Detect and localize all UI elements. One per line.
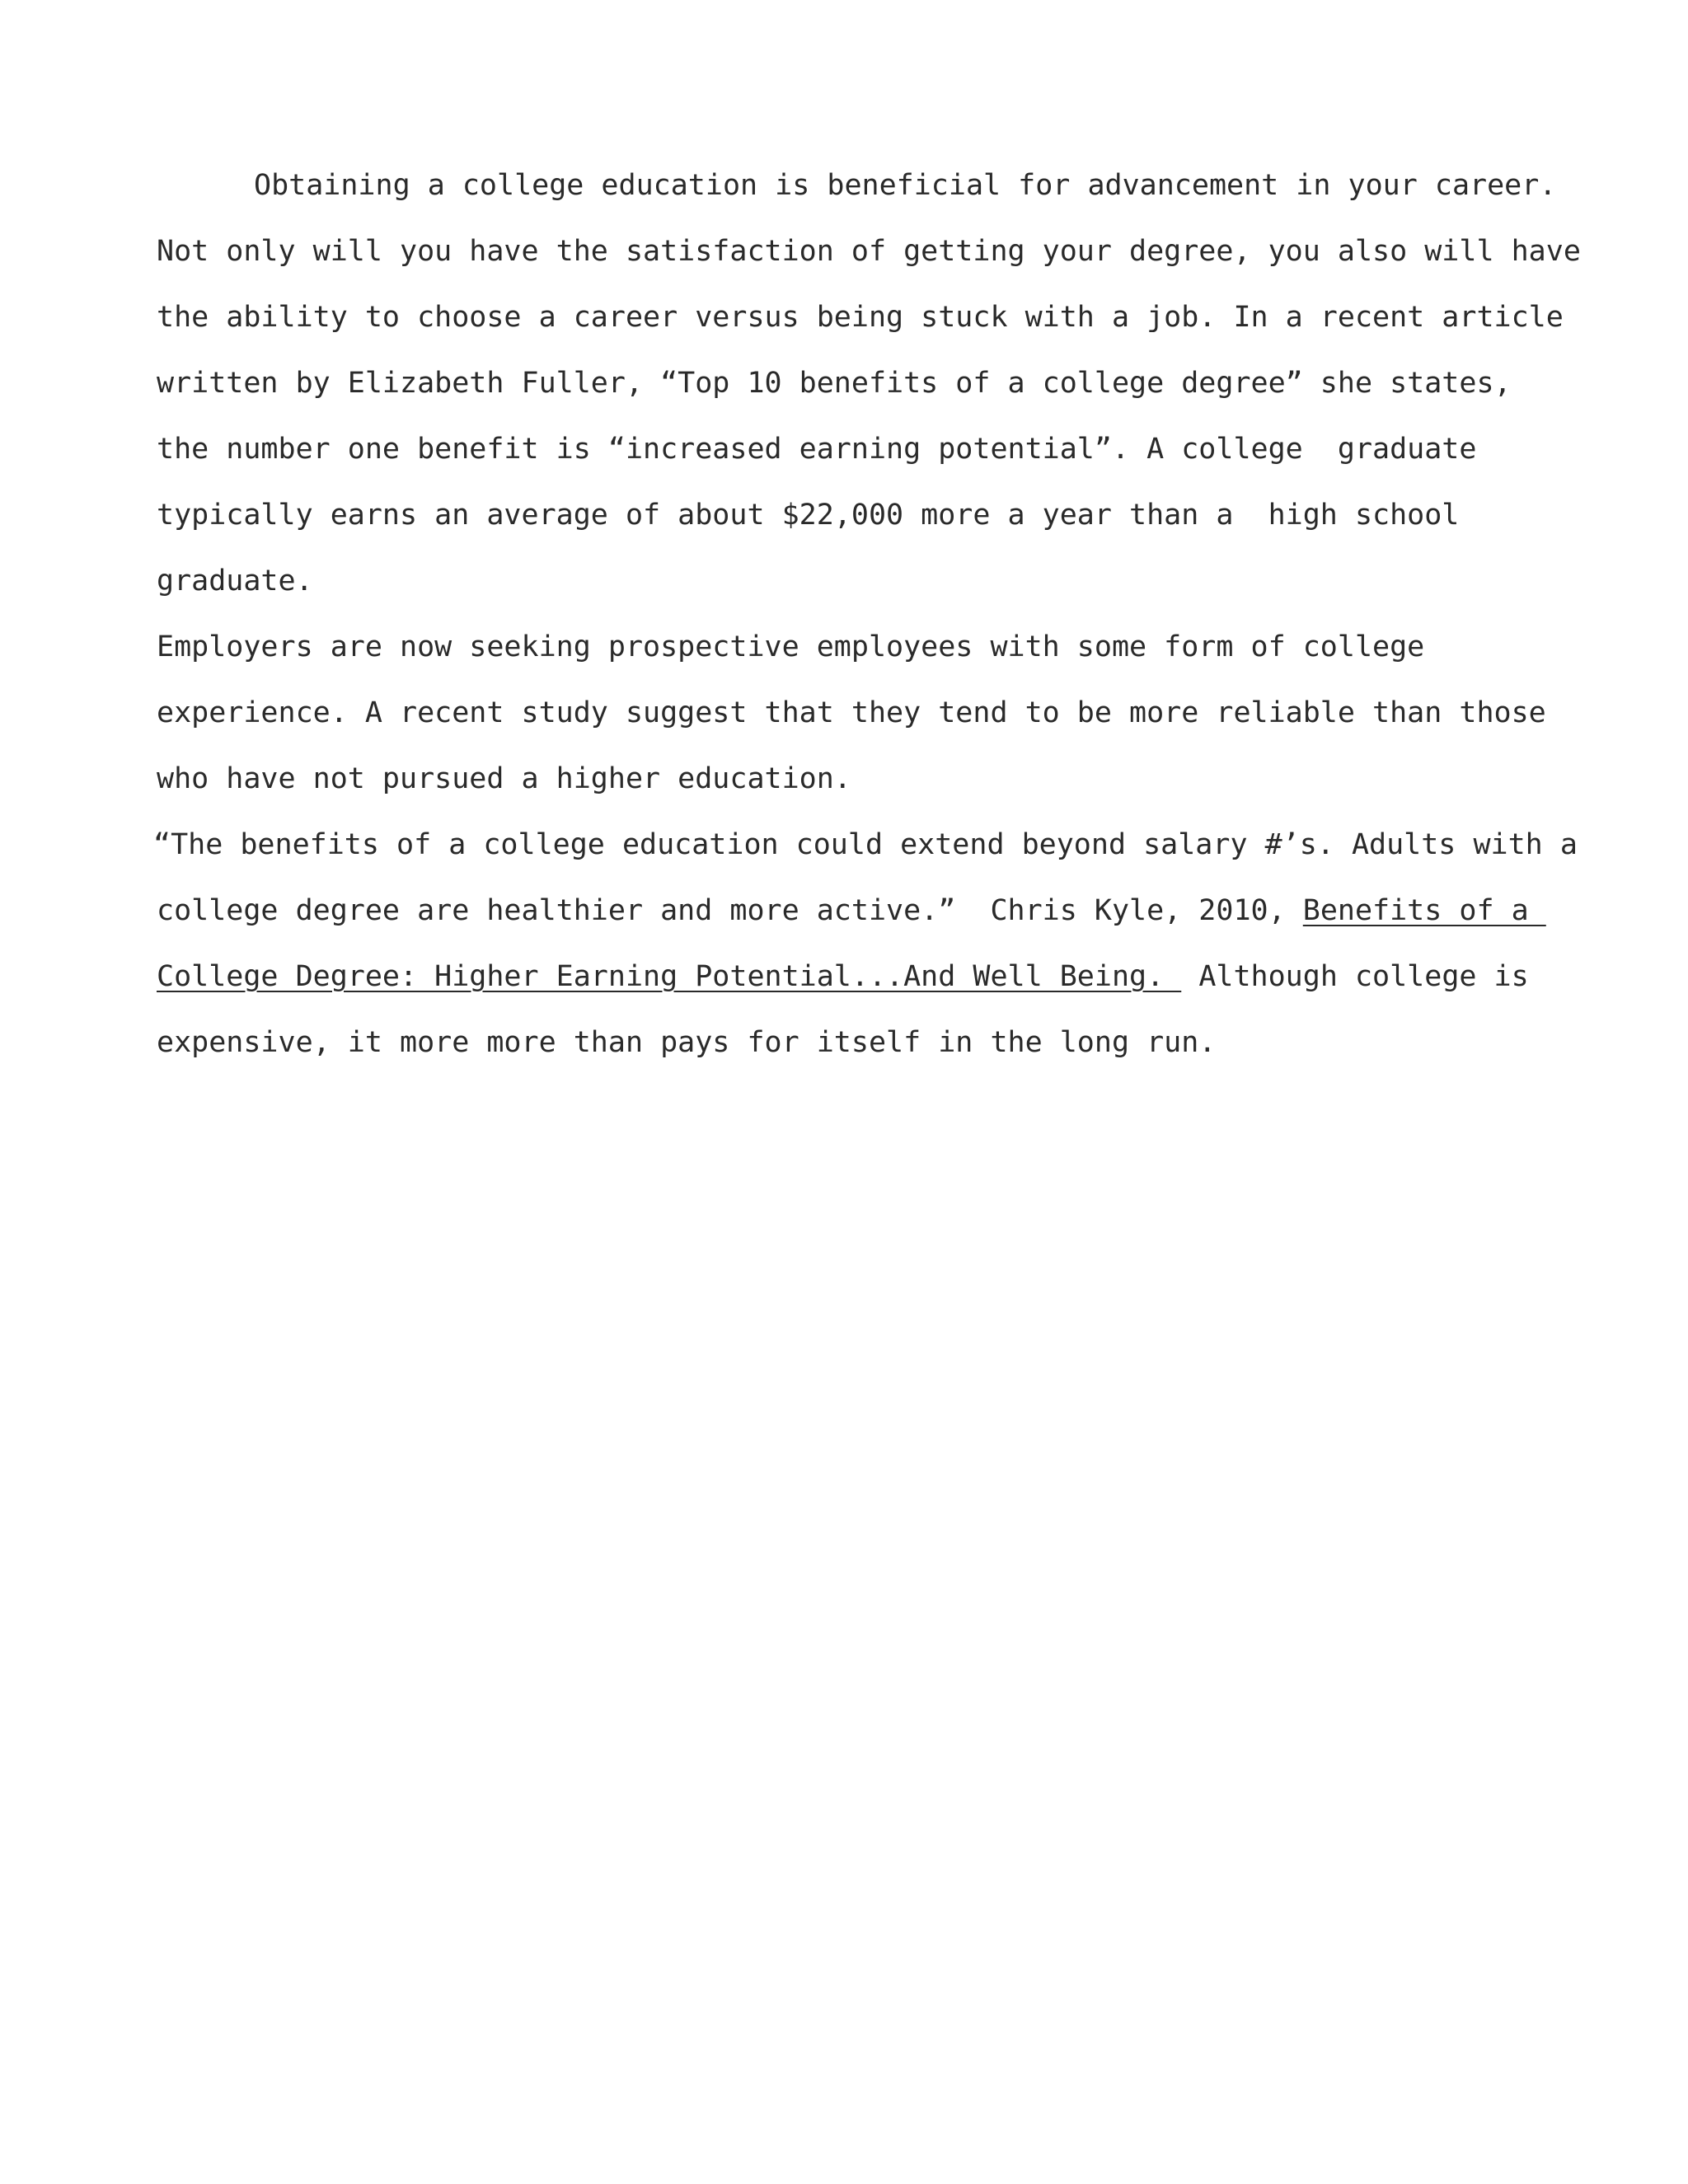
citation-title-part-1: Benefits of a [1302, 894, 1546, 927]
paragraph-1-line-5: the number one benefit is “increased earning potential”. A college graduate [157, 433, 1477, 466]
paragraph-1-line-1: Obtaining a college education is beneficial for advancement in your career. [254, 169, 1557, 202]
paragraph-1-line-6: typically earns an average of about $22,000 more a year than a high school [157, 499, 1460, 532]
citation-title-part-2: College Degree: Higher Earning Potential...And Well Being. [157, 960, 1182, 993]
paragraph-2 [157, 614, 1558, 812]
paragraph-2-line-1: Employers are now seeking prospective employees with some form of college [157, 630, 1425, 663]
paragraph-2-line-2: experience. A recent study suggest that they tend to be more reliable than those [157, 696, 1546, 729]
paragraph-2-line-3: who have not pursued a higher education. [157, 762, 851, 795]
paragraph-3-line-1: “The benefits of a college education could extend beyond salary #’s. Adults with a [153, 828, 1578, 861]
paragraph-1-line-2: Not only will you have the satisfaction of getting your degree, you also will have [157, 235, 1581, 268]
paragraph-1 [157, 152, 1581, 614]
paragraph-3-line-2-text: college degree are healthier and more active.” Chris Kyle, 2010, [157, 894, 1303, 927]
paragraph-3 [153, 812, 1578, 1076]
paragraph-3-line-3 [157, 944, 1558, 1010]
paragraph-3-line-4: expensive, it more more than pays for itself in the long run. [157, 1026, 1217, 1059]
paragraph-1-line-7: graduate. [157, 565, 313, 598]
paragraph-1-line-4: written by Elizabeth Fuller, “Top 10 benefits of a college degree” she states, [157, 367, 1512, 400]
document-body [153, 152, 1581, 1076]
paragraph-3-line-2 [157, 878, 1558, 944]
paragraph-3-line-3-text: Although college is [1181, 960, 1529, 993]
paragraph-1-line-3: the ability to choose a career versus being stuck with a job. In a recent article [157, 301, 1564, 334]
